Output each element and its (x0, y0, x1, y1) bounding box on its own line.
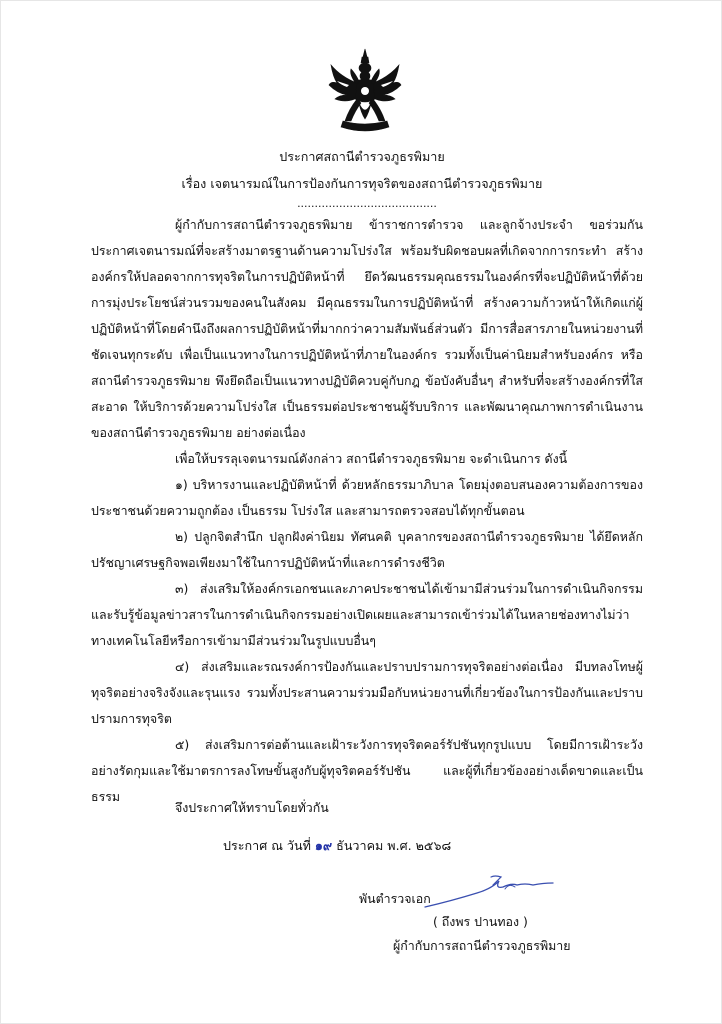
intro-paragraph: ผู้กำกับการสถานีตำรวจภูธรพิมาย ข้าราชการตำรวจ และลูกจ้างประจำ ขอร่วมกันประกาศเจตนารมณ์ที่จะสร้างมาตรฐานด้านความโปร่งใส พร้อมรับผิดชอบผลที่เกิดจากการกระทำ สร้างองค์กรให้ปลอดจากการทุจริตในการปฏิบัติหน้าที่ ยึดวัฒนธรรมคุณธรรมในองค์กรที่จะปฏิบัติหน้าที่ด้วยการมุ่งประโยชน์ส่วนรวมของคนในสังคม มีคุณธรรมในการปฏิบัติหน้าที่ สร้างความก้าวหน้าให้เกิดแก่ผู้ปฏิบัติหน้าที่โดยคำนึงถึงผลการปฏิบัติหน้าที่มากกว่าความสัมพันธ์ส่วนตัว มีการสื่อสารภายในหน่วยงานที่ชัดเจนทุกระดับ เพื่อเป็นแนวทางในการปฏิบัติหน้าที่ภายในองค์กร รวมทั้งเป็นค่านิยมสำหรับองค์กร หรือ สถานีตำรวจภูธรพิมาย พึงยึดถือเป็นแนวทางปฏิบัติควบคู่กับกฎ ข้อบังคับอื่นๆ สำหรับที่จะสร้างองค์กรที่ใสสะอาด ให้บริการด้วยความโปร่งใส เป็นธรรมต่อประชาชนผู้รับบริการ และพัฒนาคุณภาพการดำเนินงานของสถานีตำรวจภูธรพิมาย อย่างต่อเนื่อง (91, 217, 643, 440)
title-separator: ........................................ (297, 197, 437, 210)
date-day: ๑๙ (314, 838, 333, 853)
handwritten-signature (421, 871, 556, 911)
signer-rank: พันตำรวจเอก (359, 891, 431, 906)
lead-paragraph: เพื่อให้บรรลุเจตนารมณ์ดังกล่าว สถานีตำรวจภูธรพิมาย จะดำเนินการ ดังนี้ (175, 451, 568, 466)
date-month-year: ธันวาคม พ.ศ. ๒๕๖๘ (336, 838, 452, 853)
closing-statement: จึงประกาศให้ทราบโดยทั่วกัน (175, 800, 329, 815)
signer-name: ( ถึงพร ปานทอง ) (433, 914, 528, 929)
announcement-subject: เรื่อง เจตนารมณ์ในการป้องกันการทุจริตของสถานีตำรวจภูธรพิมาย (181, 176, 543, 191)
announcement-title: ประกาศสถานีตำรวจภูธรพิมาย (279, 149, 445, 164)
signer-position: ผู้กำกับการสถานีตำรวจภูธรพิมาย (393, 938, 571, 953)
garuda-emblem-icon (327, 47, 403, 135)
measure-item-5: ๕) ส่งเสริมการต่อต้านและเฝ้าระวังการทุจริตคอร์รัปชันทุกรูปแบบ โดยมีการเฝ้าระวังอย่างรัดกุมและใช้มาตรการลงโทษขั้นสูงกับผู้ทุจริตคอร์รัปชัน และผู้ที่เกี่ยวข้องอย่างเด็ดขาดและเป็นธรรม (91, 737, 643, 804)
date-prefix: ประกาศ ณ วันที่ (223, 838, 311, 853)
announcement-body (91, 212, 643, 810)
measure-item-1: ๑) บริหารงานและปฏิบัติหน้าที่ ด้วยหลักธรรมาภิบาล โดยมุ่งตอบสนองความต้องการของประชาชนด้วยความถูกต้อง เป็นธรรม โปร่งใส และสามารถตรวจสอบได้ทุกขั้นตอน (91, 477, 643, 518)
announcement-date (223, 836, 451, 856)
measure-item-3: ๓) ส่งเสริมให้องค์กรเอกชนและภาคประชาชนได้เข้ามามีส่วนร่วมในการดำเนินกิจกรรมและรับรู้ข้อมูลข่าวสารในการดำเนินกิจกรรมอย่างเปิดเผยและสามารถเข้าร่วมได้ในหลายช่องทางไม่ว่าทางเทคโนโลยีหรือการเข้ามามีส่วนร่วมในรูปแบบอื่นๆ (91, 581, 643, 648)
measure-item-4: ๔) ส่งเสริมและรณรงค์การป้องกันและปราบปรามการทุจริตอย่างต่อเนื่อง มีบทลงโทษผู้ทุจริตอย่างจริงจังและรุนแรง รวมทั้งประสานความร่วมมือกับหน่วยงานที่เกี่ยวข้องในการป้องกันและปราบปรามการทุจริต (91, 659, 643, 726)
measure-item-2: ๒) ปลูกจิตสำนึก ปลูกฝังค่านิยม ทัศนคติ บุคลากรของสถานีตำรวจภูธรพิมาย ได้ยึดหลักปรัชญาเศรษฐกิจพอเพียงมาใช้ในการปฏิบัติหน้าที่และการดำรงชีวิต (91, 529, 643, 570)
